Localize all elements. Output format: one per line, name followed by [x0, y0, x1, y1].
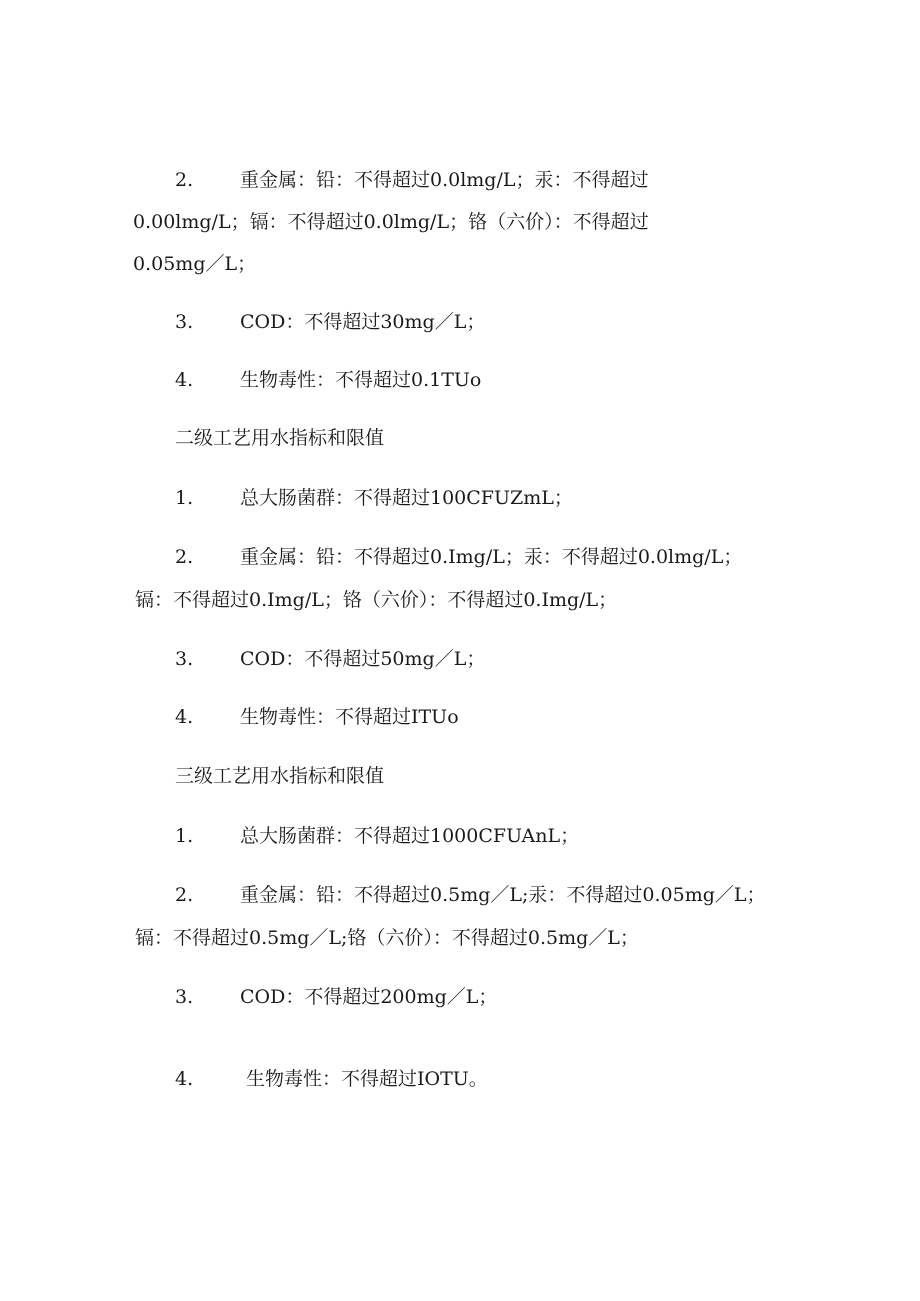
coliform-limit: 总大肠菌群：不得超过100CFUZmL； [240, 487, 573, 509]
section-heading-level2: 二级工艺用水指标和限值 [175, 427, 385, 449]
heavy-metals-limit-line: 镉：不得超过0.Img/L；铬（六价）：不得超过0.Img/L； [135, 589, 618, 611]
heavy-metals-limit-line: 0.00lmg/L；镉：不得超过0.0lmg/L；铬（六价）：不得超过 [133, 211, 649, 233]
heavy-metals-limit-line: 0.05mg／L； [133, 253, 257, 275]
list-item-number: 1. [175, 487, 194, 509]
heavy-metals-limit-line: 重金属：铅：不得超过0.5mg／L;汞：不得超过0.05mg／L； [240, 884, 766, 906]
list-item-number: 4. [175, 1068, 194, 1090]
biotoxicity-limit: 生物毒性：不得超过0.1TUo [240, 369, 482, 391]
list-item-number: 2. [175, 546, 194, 568]
list-item-number: 2. [175, 169, 194, 191]
cod-limit: COD：不得超过30mg／L； [240, 311, 486, 333]
biotoxicity-limit: 生物毒性：不得超过IOTU。 [246, 1068, 488, 1090]
biotoxicity-limit: 生物毒性：不得超过ITUo [240, 706, 459, 728]
list-item-number: 4. [175, 369, 194, 391]
list-item-number: 3. [175, 986, 194, 1008]
list-item-number: 3. [175, 648, 194, 670]
section-heading-level3: 三级工艺用水指标和限值 [175, 765, 385, 787]
list-item-number: 3. [175, 311, 194, 333]
heavy-metals-limit-line: 重金属：铅：不得超过0.0lmg/L；汞：不得超过 [240, 169, 649, 191]
list-item-number: 1. [175, 825, 194, 847]
heavy-metals-limit-line: 镉：不得超过0.5mg／L;铬（六价）：不得超过0.5mg／L； [135, 927, 639, 949]
list-item-number: 4. [175, 706, 194, 728]
cod-limit: COD：不得超过50mg／L； [240, 648, 486, 670]
heavy-metals-limit-line: 重金属：铅：不得超过0.Img/L；汞：不得超过0.0lmg/L； [240, 546, 743, 568]
list-item-number: 2. [175, 884, 194, 906]
cod-limit: COD：不得超过200mg／L； [240, 986, 498, 1008]
coliform-limit: 总大肠菌群：不得超过1000CFUAnL； [240, 825, 580, 847]
